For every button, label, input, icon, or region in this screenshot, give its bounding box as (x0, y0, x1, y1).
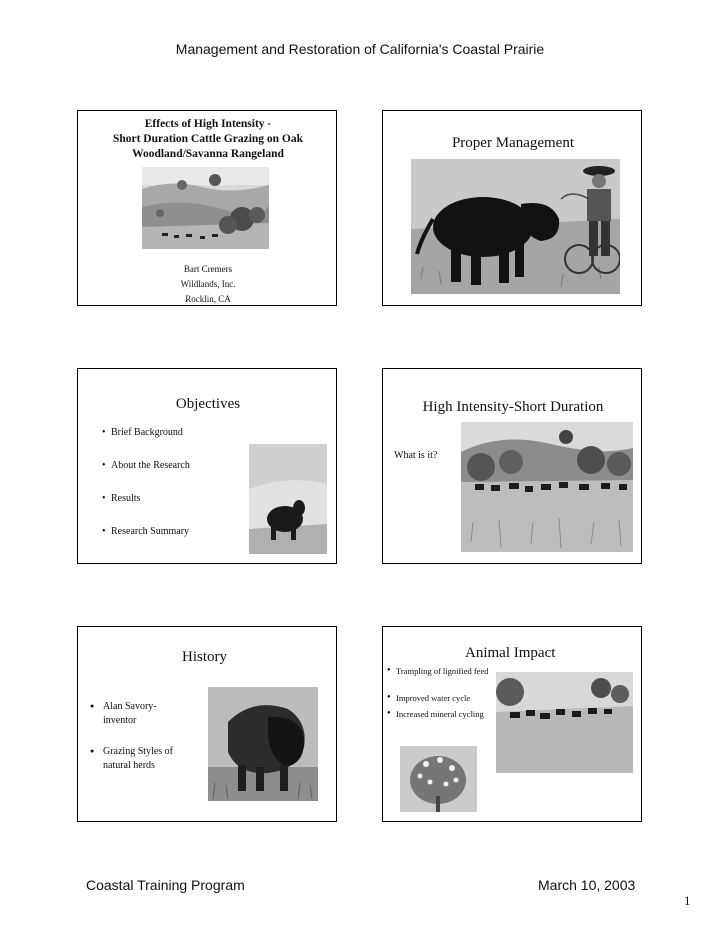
slide-3-title: Objectives (175, 396, 241, 412)
bullet-dot: ● (387, 667, 391, 673)
bison-photo (208, 687, 318, 801)
bullet-text: Brief Background (111, 427, 183, 438)
slide-1-author: Bart Cremers (183, 264, 233, 274)
footer-program: Coastal Training Program (86, 877, 245, 893)
slide-3-objectives (77, 368, 337, 564)
document-header: Management and Restoration of California's Coastal Prairie (175, 41, 545, 57)
cattle-herd-photo (461, 422, 633, 552)
slide-2-title: Proper Management (451, 135, 575, 151)
page-number: 1 (684, 893, 691, 908)
bullet-dot: ● (90, 747, 95, 755)
slide-5-title: History (182, 649, 227, 665)
bullet-dot: • (102, 526, 106, 537)
bullet-text: Trampling of lignified feed (396, 666, 489, 676)
bull-and-rancher-photo (411, 159, 620, 294)
slide-3-bullets (102, 427, 252, 559)
bullet-dot: ● (387, 710, 391, 716)
slide-6-title: Animal Impact (465, 645, 556, 661)
slide-1-organization: Wildlands, Inc. (180, 279, 236, 289)
bullet-dot: • (102, 493, 106, 504)
slide-1-heading-line: Effects of High Intensity - (144, 118, 272, 130)
cow-photo (249, 444, 327, 554)
bullet-item (102, 460, 252, 493)
slide-4-high-intensity (382, 368, 642, 564)
bullet-text: Improved water cycle (396, 693, 471, 703)
bullet-item (102, 427, 252, 460)
oak-woodland-photo (142, 167, 269, 249)
bullet-item (387, 692, 497, 708)
slide-1-heading-line: Woodland/Savanna Rangeland (132, 148, 284, 160)
slide-1-heading (78, 117, 338, 162)
bullet-dot: • (102, 460, 106, 471)
bullet-text: Research Summary (111, 526, 190, 537)
thistle-plant-photo (400, 746, 477, 812)
slide-4-title: High Intensity-Short Duration (422, 399, 604, 415)
bullet-text: Grazing Styles of natural herds (103, 746, 173, 771)
footer-date: March 10, 2003 (538, 877, 636, 893)
bullet-item (90, 745, 190, 790)
bullet-dot: ● (387, 694, 391, 700)
bullet-dot: • (102, 427, 106, 438)
bullet-dot: ● (90, 702, 95, 710)
slide-5-bullets (90, 700, 190, 790)
bullet-item (102, 526, 252, 559)
bullet-text: Alan Savory- inventor (103, 701, 157, 726)
bullet-text: About the Research (111, 460, 190, 471)
bullet-item (387, 708, 497, 735)
bullet-item (90, 700, 190, 745)
slide-1-heading-line: Short Duration Cattle Grazing on Oak (112, 133, 304, 145)
slide-1-location: Rocklin, CA (185, 294, 231, 304)
bullet-item (387, 665, 497, 692)
cattle-grazing-photo (496, 672, 633, 773)
slide-1-title (77, 110, 337, 306)
bullet-text: Increased mineral cycling (396, 709, 484, 719)
slide-5-history (77, 626, 337, 822)
bullet-item (102, 493, 252, 526)
slide-2-proper-management (382, 110, 642, 306)
bullet-text: Results (111, 493, 141, 504)
slide-4-text: What is it? (394, 450, 438, 461)
slide-6-animal-impact (382, 626, 642, 822)
slide-6-bullets (387, 665, 497, 735)
